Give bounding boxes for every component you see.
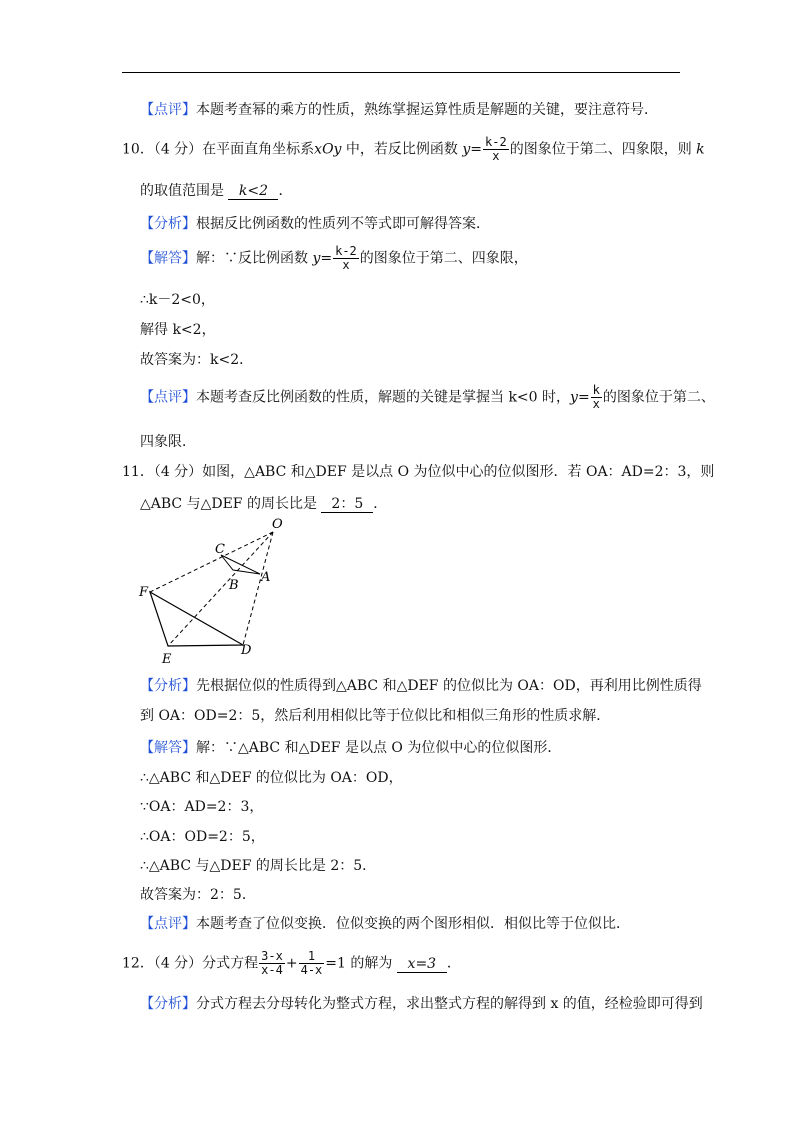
triangle-ABC	[221, 555, 260, 574]
q12-fraction-2	[299, 950, 325, 977]
comment-9	[140, 100, 658, 120]
dash-OF	[150, 532, 273, 592]
q11-analysis-1	[140, 676, 702, 696]
q10-sol-den: x	[342, 258, 350, 272]
q10-comment	[140, 384, 715, 411]
analysis-tag: 【分析】	[140, 996, 196, 1012]
label-E: E	[162, 652, 172, 667]
q11-step1: ∴△ABC 和△DEF 的位似比为 OA：OD，	[140, 770, 403, 786]
q12-f2-num: 1	[299, 950, 325, 964]
solution-post: 的图象位于第二、四象限，	[359, 250, 528, 267]
label-F: F	[139, 585, 149, 600]
q10-sol-num: k-2	[335, 244, 357, 258]
q10-step1: ∴k－2<0，	[140, 292, 215, 308]
solution-tag: 【解答】	[140, 250, 196, 267]
q10-comment-line2: 四象限．	[140, 434, 196, 450]
label-D: D	[241, 643, 252, 658]
q12-fraction-1	[259, 950, 285, 977]
q12-f1-den: x-4	[261, 963, 283, 977]
q11-answer: 2：5	[321, 496, 373, 513]
q11-analysis1: 先根据位似的性质得到△ABC 和△DEF 的位似比为 OA：OD，再利用比例性质得	[196, 678, 702, 694]
q11-comment	[140, 914, 630, 934]
q11-solution-text: 解：∵△ABC 和△DEF 是以点 O 为位似中心的位似图形．	[196, 740, 562, 756]
q10-comment-fraction	[591, 384, 602, 411]
q10-mid: 中，若反比例函数	[341, 141, 463, 158]
comment-tag: 【点评】	[140, 102, 196, 118]
header-rule	[122, 72, 680, 73]
q12-prefix: 12．（4 分）分式方程	[122, 955, 259, 972]
q12-answer: x=3	[397, 956, 447, 973]
q12-f2-den: 4-x	[300, 963, 323, 977]
solution-pre: 解：∵反比例函数	[196, 250, 313, 267]
analysis-text: 根据反比例函数的性质列不等式即可解得答案．	[196, 216, 490, 232]
similarity-figure	[130, 512, 290, 672]
question-12	[122, 950, 461, 977]
label-A: A	[261, 570, 271, 585]
q10-comment-pre: 本题考查反比例函数的性质，解题的关键是掌握当 k<0 时，	[196, 389, 571, 406]
analysis-tag: 【分析】	[140, 678, 196, 694]
q10-xoy: xOy	[314, 141, 342, 158]
q12-f1-num: 3-x	[261, 949, 283, 963]
q10-num: k-2	[485, 135, 507, 149]
question-10-line2	[140, 181, 292, 201]
q10-solution-fraction	[333, 245, 359, 272]
q10-solution: 【解答】解：∵反比例函数 y= $\frac{k-2}{x}$ 的图象位于第二、四象限，	[140, 244, 528, 272]
q10-line2: 的取值范围是	[140, 183, 224, 199]
q12-analysis-text: 分式方程去分母转化为整式方程，求出整式方程的解得到 x 的值，经检验即可得到	[196, 996, 703, 1012]
analysis-tag: 【分析】	[140, 216, 196, 232]
q10-prefix: 10．（4 分）在平面直角坐标系	[122, 141, 315, 158]
q10-fraction	[483, 136, 509, 163]
q10-comment-y: y=	[570, 389, 590, 406]
q11-end: ．	[373, 496, 388, 512]
q10-y: y=	[462, 141, 483, 158]
q10-answer: k<2	[228, 183, 278, 200]
q11-comment-text: 本题考查了位似变换．位似变换的两个图形相似．相似比等于位似比．	[196, 916, 630, 932]
q12-mid: =1 的解为	[325, 955, 393, 972]
q11-step5: 故答案为：2：5．	[140, 887, 256, 903]
q10-step3: 故答案为：k<2．	[140, 352, 254, 368]
comment-tag: 【点评】	[140, 916, 196, 932]
q10-comment-den: x	[592, 397, 600, 411]
q11-step2: ∵OA：AD=2：3，	[140, 799, 264, 815]
q11-solution	[140, 738, 561, 758]
q10-comment-num: k	[592, 383, 600, 397]
question-10-line1	[122, 136, 705, 163]
triangle-DEF	[150, 592, 243, 646]
q10-analysis	[140, 214, 490, 234]
q11-line2: △ABC 与△DEF 的周长比是	[140, 496, 317, 512]
q10-after: 的图象位于第二、四象限，则	[509, 141, 697, 158]
question-11-line1: 11．（4 分）如图，△ABC 和△DEF 是以点 O 为位似中心的位似图形．若 OA：AD=2：3，则	[122, 464, 715, 480]
label-B: B	[229, 578, 239, 593]
q12-plus: +	[285, 955, 298, 972]
q11-step3: ∴OA：OD=2：5，	[140, 829, 265, 845]
comment-text: 本题考查幂的乘方的性质，熟练掌握运算性质是解题的关键，要注意符号．	[196, 102, 658, 118]
label-O: O	[272, 517, 283, 532]
solution-tag: 【解答】	[140, 740, 196, 756]
q10-end: ．	[278, 183, 293, 199]
q11-analysis-2: 到 OA：OD=2：5，然后利用相似比等于位似比和相似三角形的性质求解．	[140, 708, 611, 724]
q10-step2: 解得 k<2，	[140, 322, 216, 338]
q11-step4: ∴△ABC 与△DEF 的周长比是 2：5．	[140, 858, 377, 874]
q10-den: x	[492, 149, 500, 163]
question-11-line2	[140, 494, 387, 514]
q10-k: k	[696, 141, 705, 158]
q10-comment-post: 的图象位于第二、	[602, 389, 715, 406]
q12-analysis	[140, 994, 703, 1014]
label-C: C	[215, 542, 225, 557]
q12-end: ．	[446, 955, 461, 972]
comment-tag: 【点评】	[140, 389, 196, 406]
